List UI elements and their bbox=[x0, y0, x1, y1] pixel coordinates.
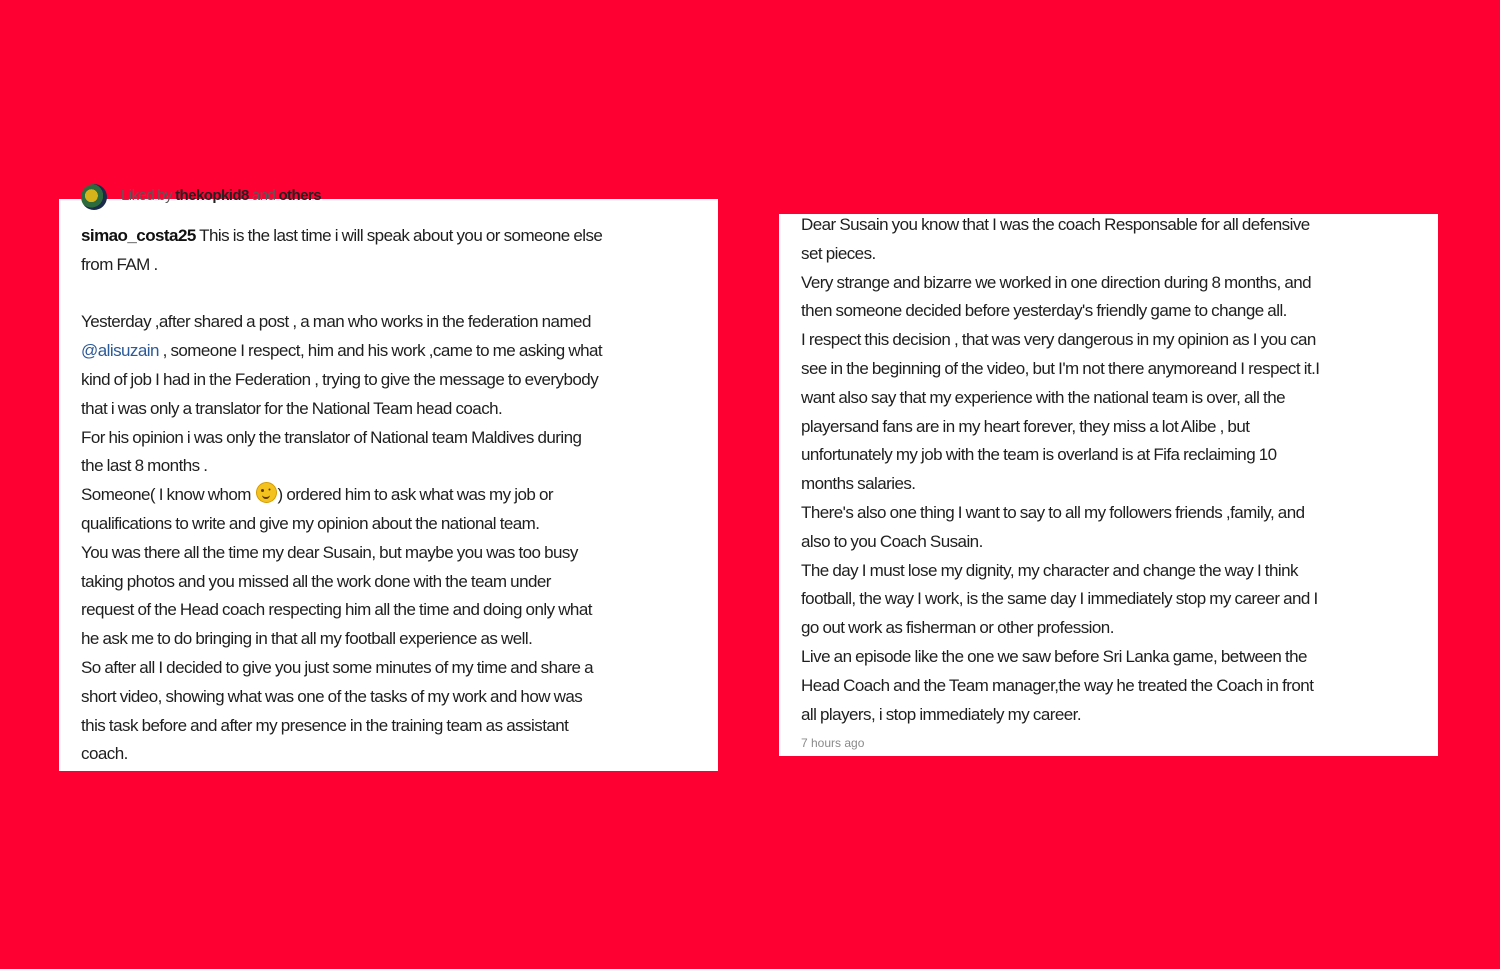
liked-by-row bbox=[81, 186, 321, 211]
text-after-emoji: ) ordered him to ask what was my job or qualifications to write and give my opinion about the national team. You was there all the time my dear Susain, but maybe you was too busy taking photos and you missed all the work done with the team under request of the Head coach respecting him all the time and doing only what he ask me to do bringing in that all my football experience as well. So after all I decided to give you just some minutes of my time and share a short video, showing what was one of the tasks of my work and how was this task before and after my presence in the training team as assistant coach. bbox=[81, 485, 594, 764]
liked-by-user[interactable]: thekopkid8 bbox=[175, 186, 249, 204]
comment-first-text: This is the last time i will speak about you or someone else from FAM . bbox=[81, 226, 603, 274]
liked-by-prefix: Liked by bbox=[121, 186, 172, 204]
text-after-mention: , someone I respect, him and his work ,came to me asking what kind of job I had in the Federation , trying to give the message to everybody that i was only a translator for the National Team head coach. For his opinion i was only the translator of National team Maldives during the last 8 months . Someone( I know whom bbox=[81, 341, 603, 505]
liked-by-text bbox=[121, 182, 321, 211]
liker-avatar[interactable] bbox=[81, 184, 107, 210]
comment-first-paragraph bbox=[81, 222, 708, 280]
comment-body-right bbox=[801, 211, 1428, 753]
instagram-comment-card-right bbox=[779, 214, 1438, 756]
winking-face-icon bbox=[256, 482, 277, 503]
comment-timestamp: 7 hours ago bbox=[801, 736, 865, 751]
comment-body bbox=[81, 222, 708, 769]
paragraph-gap bbox=[81, 280, 708, 309]
comment-username[interactable]: simao_costa25 bbox=[81, 226, 196, 245]
text-before-mention: Yesterday ,after shared a post , a man who works in the federation named bbox=[81, 312, 591, 332]
instagram-comment-card-left bbox=[59, 186, 718, 771]
comment-text-right: Dear Susain you know that I was the coach Responsable for all defensive set pieces. Very strange and bizarre we worked in one direction during 8 months, and then someone decided before yesterday's friendly game to change all. I respect this decision , that was very dangerous in my opinion as I you can see in the beginning of the video, but I'm not there anymoreand I respect it.I want also say that my experience with the national team is over, all the playersand fans are in my heart forever, they miss a lot Alibe , but unfortunately my job with the team is overland is at Fifa reclaiming 10 months salaries. There's also one thing I want to say to all my followers friends ,family, and also to you Coach Susain. The day I must lose my dignity, my character and change the way I think football, the way I work, is the same day I immediately stop my career and I go out work as fisherman or other profession. Live an episode like the one we saw before Sri Lanka game, between the Head Coach and the Team manager,the way he treated the Coach in front all players, i stop immediately my career. bbox=[801, 215, 1320, 724]
mention-link[interactable]: @alisuzain bbox=[81, 341, 159, 361]
liked-by-others[interactable]: others bbox=[278, 186, 321, 204]
liked-by-and: and bbox=[251, 186, 276, 204]
comment-main-paragraph bbox=[81, 308, 708, 769]
